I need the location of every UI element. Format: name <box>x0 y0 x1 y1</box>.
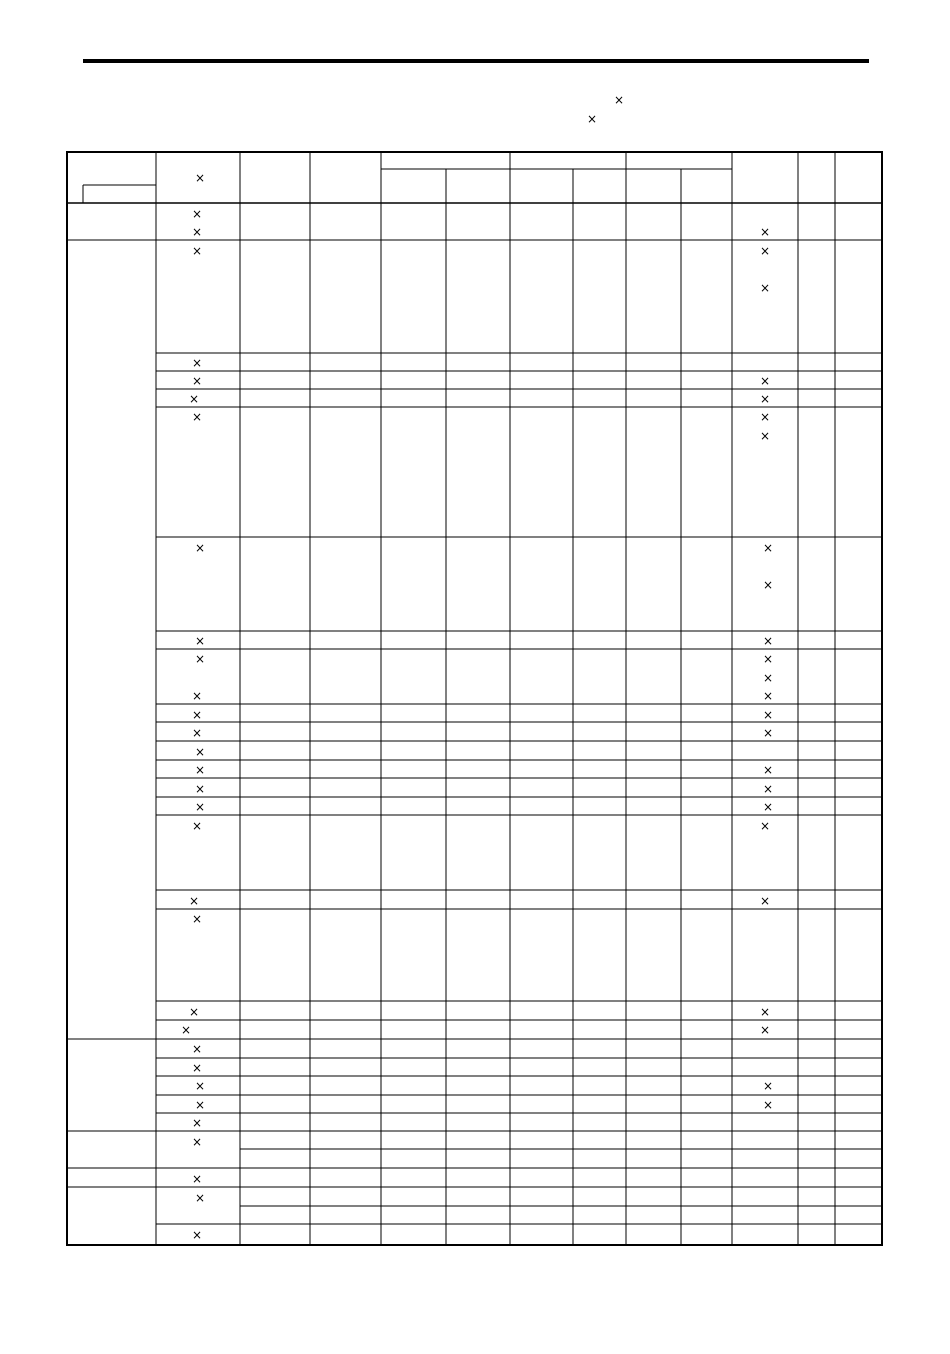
note-mark: × <box>613 93 625 107</box>
table-cell-mark: × <box>188 1005 200 1019</box>
table-cell-mark: × <box>180 1023 192 1037</box>
table-cell-mark: × <box>762 1098 774 1112</box>
table-cell-mark: × <box>759 1005 771 1019</box>
table-cell-mark: × <box>759 1023 771 1037</box>
table-cell-mark: × <box>759 281 771 295</box>
table-cell-mark: × <box>191 708 203 722</box>
table-cell-mark: × <box>759 429 771 443</box>
table-cell-mark: × <box>762 800 774 814</box>
table-cell-mark: × <box>191 374 203 388</box>
table-cell-mark: × <box>759 392 771 406</box>
table-cell-mark: × <box>191 225 203 239</box>
table-cell-mark: × <box>191 410 203 424</box>
table-cell-mark: × <box>759 894 771 908</box>
table-cell-mark: × <box>194 171 206 185</box>
table-cell-mark: × <box>194 1079 206 1093</box>
table-cell-mark: × <box>759 225 771 239</box>
table-cell-mark: × <box>191 1116 203 1130</box>
table-cell-mark: × <box>191 726 203 740</box>
table-cell-mark: × <box>762 763 774 777</box>
table-cell-mark: × <box>194 541 206 555</box>
table-cell-mark: × <box>759 244 771 258</box>
table-cell-mark: × <box>191 912 203 926</box>
table-cell-mark: × <box>194 1098 206 1112</box>
table-cell-mark: × <box>762 578 774 592</box>
table-cell-mark: × <box>194 763 206 777</box>
table-cell-mark: × <box>762 671 774 685</box>
table-cell-mark: × <box>191 819 203 833</box>
table-cell-mark: × <box>194 634 206 648</box>
table-cell-mark: × <box>762 634 774 648</box>
table-cell-mark: × <box>191 207 203 221</box>
table-cell-mark: × <box>188 392 200 406</box>
table-cell-mark: × <box>194 782 206 796</box>
table-cell-mark: × <box>191 1135 203 1149</box>
table-cell-mark: × <box>762 1079 774 1093</box>
table-cell-mark: × <box>762 689 774 703</box>
table-cell-mark: × <box>191 1042 203 1056</box>
table-cell-mark: × <box>191 1172 203 1186</box>
table-cell-mark: × <box>762 708 774 722</box>
table-cell-mark: × <box>188 894 200 908</box>
table-cell-mark: × <box>194 652 206 666</box>
table-cell-mark: × <box>191 689 203 703</box>
table-cell-mark: × <box>762 541 774 555</box>
table-cell-mark: × <box>191 1061 203 1075</box>
table-cell-mark: × <box>194 800 206 814</box>
table-cell-mark: × <box>759 819 771 833</box>
table-cell-mark: × <box>759 410 771 424</box>
table-cell-mark: × <box>191 1228 203 1242</box>
table-cell-mark: × <box>191 356 203 370</box>
table-cell-mark: × <box>194 1191 206 1205</box>
table-cell-mark: × <box>762 652 774 666</box>
table-cell-mark: × <box>762 782 774 796</box>
note-mark: × <box>586 112 598 126</box>
table-cell-mark: × <box>191 244 203 258</box>
table-cell-mark: × <box>194 745 206 759</box>
table-cell-mark: × <box>759 374 771 388</box>
table-cell-mark: × <box>762 726 774 740</box>
